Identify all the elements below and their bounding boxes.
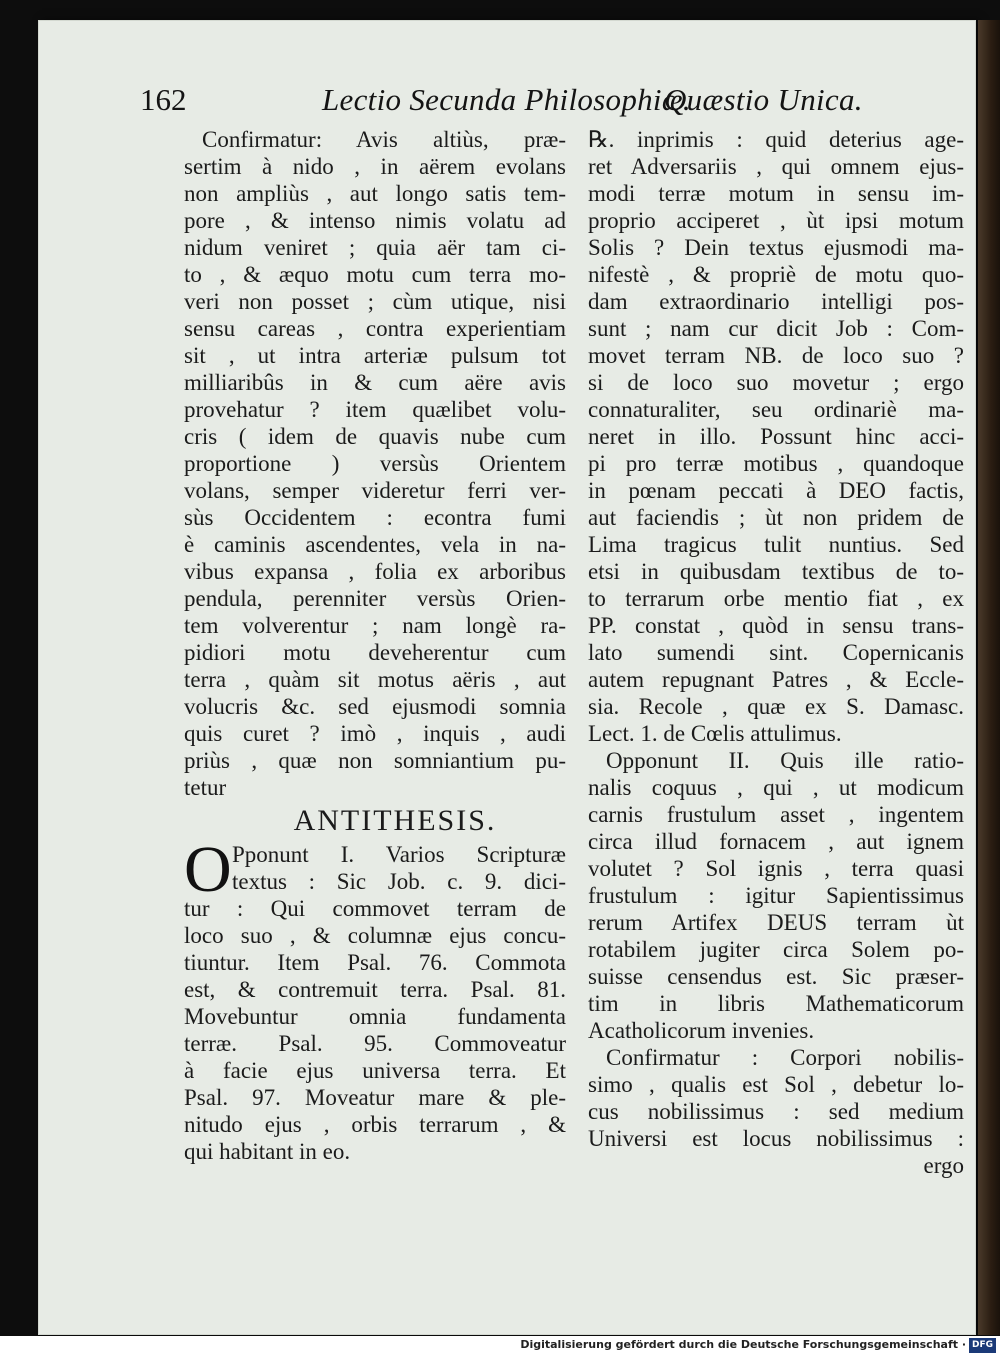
text-line: cris ( idem de quavis nube cum (184, 424, 566, 449)
text-line: to terrarum orbe mentio fiat , ex (588, 586, 964, 611)
text-line: Confirmatur : Corpori nobilis- (606, 1045, 964, 1070)
text-line: sensu careas , contra experientiam (184, 316, 566, 341)
text-line: Lect. 1. de Cœlis attulimus. (588, 721, 842, 746)
text-line: sùs Occidentem : econtra fumi (184, 505, 566, 530)
text-line: neret in illo. Possunt hinc acci- (588, 424, 964, 449)
text-line: connaturaliter, seu ordinariè ma- (588, 397, 964, 422)
text-line: sit , ut intra arteriæ pulsum tot (184, 343, 566, 368)
dfg-logo: DFG (969, 1338, 996, 1353)
footer-bar (0, 1336, 1000, 1356)
running-question: Quæstio Unica. (664, 82, 863, 117)
text-line: nidum veniret ; quia aër tam ci- (184, 235, 566, 260)
text-line: Pponunt I. Varios Scripturæ (232, 842, 566, 867)
text-line: nitudo ejus , orbis terrarum , & (184, 1112, 566, 1137)
text-line: Lima tragicus tulit nuntius. Sed (588, 532, 964, 557)
text-line: cus nobilissimus : sed medium (588, 1099, 964, 1124)
text-line: est, & contremuit terra. Psal. 81. (184, 977, 566, 1002)
text-line: pore , & intenso nimis volatu ad (184, 208, 566, 233)
text-line: frustulum : igitur Sapientissimus (588, 883, 964, 908)
text-line: modi terræ motum in sensu im- (588, 181, 964, 206)
text-line: to , & æquo motu cum terra mo- (184, 262, 566, 287)
text-line: milliaribûs in & cum aëre avis (184, 370, 566, 395)
text-line: terræ. Psal. 95. Commoveatur (184, 1031, 566, 1056)
text-line: lato sumendi sint. Copernicanis (588, 640, 964, 665)
text-line: suisse censendus est. Sic præser- (588, 964, 964, 989)
text-line: Movebuntur omnia fundamenta (184, 1004, 566, 1029)
text-line: nalis coquus , qui , ut modicum (588, 775, 964, 800)
text-line: sunt ; nam cur dicit Job : Com- (588, 316, 964, 341)
left-column (184, 126, 566, 1165)
text-line: Opponunt II. Quis ille ratio- (606, 748, 964, 773)
text-line: tetur (184, 775, 227, 800)
text-line: ℞. inprimis : quid deterius age- (588, 127, 964, 152)
text-line: Solis ? Dein textus ejusmodi ma- (588, 235, 964, 260)
text-line: volutet ? Sol ignis , terra quasi (588, 856, 964, 881)
dropcap-paragraph (184, 833, 566, 906)
text-line: qui habitant in eo. (184, 1139, 351, 1164)
text-line: ret Adversariis , qui omnem ejus- (588, 154, 964, 179)
text-line: Psal. 97. Moveatur mare & ple- (184, 1085, 566, 1110)
text-line: tim in libris Mathematicorum (588, 991, 964, 1016)
text-line: tiuntur. Item Psal. 76. Commota (184, 950, 566, 975)
text-line: textus : Sic Job. c. 9. dici- (232, 869, 566, 894)
text-line: tur : Qui commovet terram de (184, 896, 566, 921)
text-line: sia. Recole , quæ ex S. Damasc. (588, 694, 964, 719)
text-line: priùs , quæ non somniantium pu- (184, 748, 566, 773)
right-column (588, 126, 964, 1179)
text-line: dam extraordinario intelligi pos- (588, 289, 964, 314)
text-line: proportione ) versùs Orientem (184, 451, 566, 476)
text-line: Universi est locus nobilissimus : (588, 1126, 964, 1151)
text-line: loco suo , & columnæ ejus concu- (184, 923, 566, 948)
text-line: sertim à nido , in aërem evolans (184, 154, 566, 179)
dropcap-letter: O (184, 833, 232, 906)
text-line: carnis frustulum asset , ingentem (588, 802, 964, 827)
text-line: autem repugnant Patres , & Eccle- (588, 667, 964, 692)
text-line: vibus expansa , folia ex arboribus (184, 559, 566, 584)
text-line: pi pro terræ motibus , quandoque (588, 451, 964, 476)
text-line: volucris &c. sed ejusmodi somnia (184, 694, 566, 719)
text-line: si de loco suo movetur ; ergo (588, 370, 964, 395)
text-line: proprio acciperet , ùt ipsi motum (588, 208, 964, 233)
page-number: 162 (140, 82, 187, 117)
text-line: in pœnam peccati à DEO factis, (588, 478, 964, 503)
text-line: provehatur ? item quælibet volu- (184, 397, 566, 422)
book-spine (978, 20, 1000, 1335)
running-head (140, 82, 960, 126)
text-line: quis curet ? imò , inquis , audi (184, 721, 566, 746)
text-line: pendula, perenniter versùs Orien- (184, 586, 566, 611)
text-line: PP. constat , quòd in sensu trans- (588, 613, 964, 638)
text-line: aut faciendis ; ùt non pridem de (588, 505, 964, 530)
running-title: Lectio Secunda Philosophiæ. (322, 82, 691, 117)
text-line: movet terram NB. de loco suo ? (588, 343, 964, 368)
text-line: non ampliùs , aut longo satis tem- (184, 181, 566, 206)
section-heading: ANTITHESIS. (293, 804, 497, 837)
text-line: à facie ejus universa terra. Et (184, 1058, 566, 1083)
text-line: veri non posset ; cùm utique, nisi (184, 289, 566, 314)
text-line: volans, semper videretur ferri ver- (184, 478, 566, 503)
text-line: etsi in quibusdam textibus de to- (588, 559, 964, 584)
text-line: Acatholicorum invenies. (588, 1018, 815, 1043)
text-line: terra , quàm sit motus aëris , aut (184, 667, 566, 692)
text-line: circa illud fornacem , aut ignem (588, 829, 964, 854)
text-line: rerum Artifex DEUS terram ùt (588, 910, 964, 935)
text-line: simo , qualis est Sol , debetur lo- (588, 1072, 964, 1097)
text-line: nifestè , & propriè de motu quo- (588, 262, 964, 287)
text-line: è caminis ascendentes, vela in na- (184, 532, 566, 557)
text-line: ergo (923, 1153, 964, 1178)
funding-notice: Digitalisierung gefördert durch die Deutsche Forschungsgemeinschaft · (520, 1338, 966, 1351)
text-line: tem volverentur ; nam longè ra- (184, 613, 566, 638)
text-line: pidiori motu deveherentur cum (184, 640, 566, 665)
text-line: Confirmatur: Avis altiùs, præ- (202, 127, 566, 152)
text-line: rotabilem jugiter circa Solem po- (588, 937, 964, 962)
